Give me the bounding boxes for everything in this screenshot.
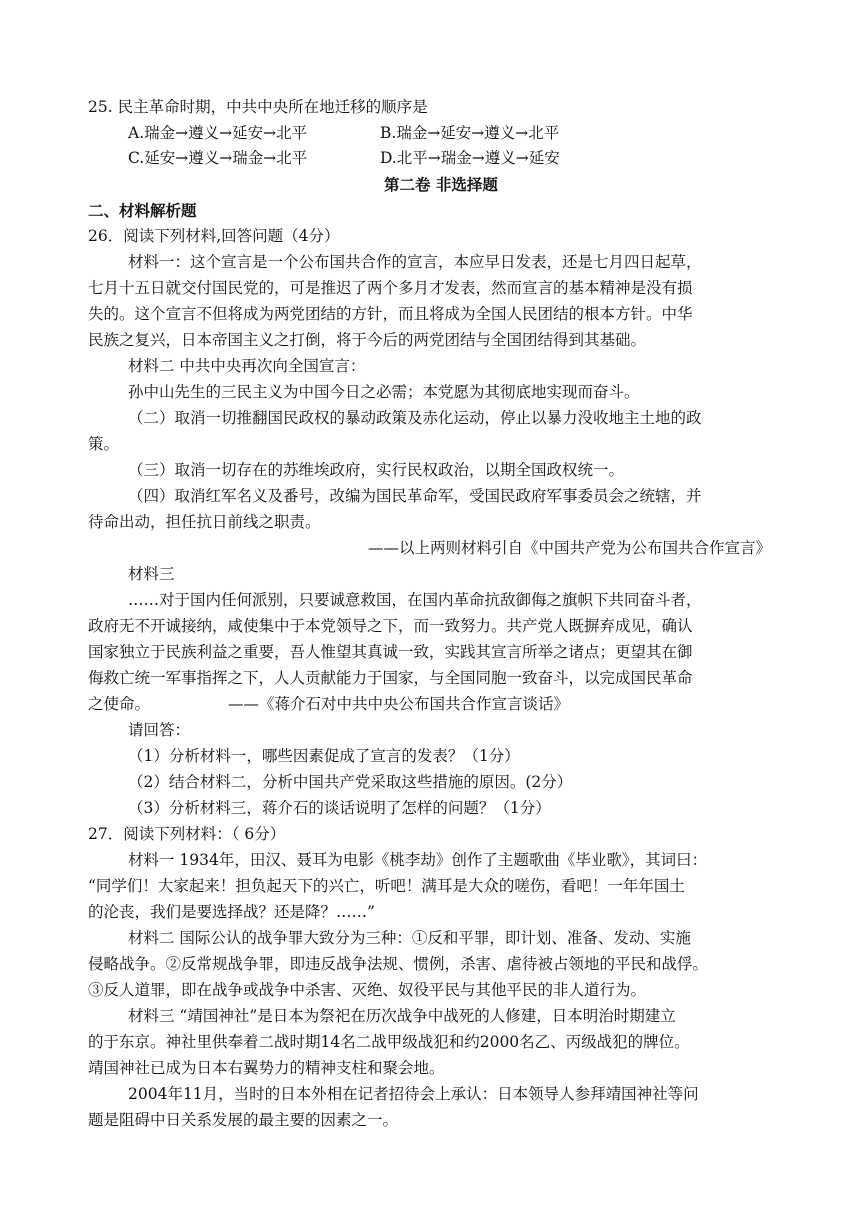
q27-material2-line: 材料二 国际公认的战争罪大致分为三种：①反和平罪，即计划、准备、发动、实施 — [128, 929, 691, 947]
q26-question-2: （2）结合材料二，分析中国共产党采取这些措施的原因。(2分） — [128, 773, 573, 791]
q26-material1-line: 七月十五日就交付国民党的，可是推迟了两个多月才发表，然而宣言的基本精神是没有损 — [88, 279, 693, 297]
q26-material3-line: ……对于国内任何派别，只要诚意救国，在国内革命抗敌御侮之旗帜下共同奋斗者， — [128, 591, 702, 609]
q25-option-a: A.瑞金→遵义→延安→北平 — [128, 124, 308, 142]
section-title: 第二卷 非选择题 — [384, 176, 498, 194]
q27-material2-line: 侵略战争。②反常规战争罪，即违反战争法规、惯例，杀害、虐待被占领地的平民和战俘。 — [88, 955, 709, 973]
q26-material1-line: 民族之复兴，日本帝国主义之打倒，将于今后的两党团结与全国团结得到其基础。 — [88, 331, 647, 349]
q27-material1-line: “同学们！大家起来！担负起天下的兴亡，听吧！满耳是大众的嗟伤，看吧！一年年国土 — [88, 877, 685, 895]
q27-material3-line: 靖国神社已成为日本右翼势力的精神支柱和聚会地。 — [88, 1059, 445, 1077]
q27-stem: 27．阅读下列材料：（ 6分） — [88, 825, 286, 843]
q26-material2-line: （三）取消一切存在的苏维埃政府，实行民权政治，以期全国政权统一。 — [128, 461, 625, 479]
q27-material1-line: 的沦丧，我们是要选择战？还是降？……” — [88, 903, 375, 921]
part-title: 二、材料解析题 — [88, 202, 197, 220]
q26-question-3: （3）分析材料三，蒋介石的谈话说明了怎样的问题？（1分） — [128, 799, 551, 817]
q26-ask: 请回答： — [128, 721, 191, 739]
q26-material3-line: 侮救亡统一军事指挥之下，人人贡献能力于国家，与全国同胞一致奋斗，以完成国民革命 — [88, 669, 693, 687]
q26-material2-title: 材料二 中共中央再次向全国宣言： — [128, 357, 366, 375]
q25-option-d: D.北平→瑞金→遵义→延安 — [380, 149, 560, 167]
q26-material2-line: 孙中山先生的三民主义为中国今日之必需；本党愿为其彻底地实现而奋斗。 — [128, 383, 640, 401]
q26-source-3: ——《蒋介石对中共中央公布国共合作宣言谈话》 — [228, 695, 570, 713]
q26-material2-line: 待命出动，担任抗日前线之职责。 — [88, 513, 321, 531]
q26-question-1: （1）分析材料一，哪些因素促成了宣言的发表？（1分） — [128, 747, 520, 765]
q26-material3-line: 国家独立于民族利益之重要，吾人惟望其真诚一致，实践其宣言所举之诸点；更望其在御 — [88, 643, 693, 661]
q27-material1-line: 材料一 1934年，田汉、聂耳为电影《桃李劫》创作了主题歌曲《毕业歌》，其词曰： — [128, 851, 708, 869]
q26-source-1-2: ——以上两则材料引自《中国共产党为公布国共合作宣言》 — [368, 539, 772, 557]
q27-material3-line: 材料三 “靖国神社”是日本为祭祀在历次战争中战死的人修建，日本明治时期建立 — [128, 1007, 676, 1025]
q27-material3-line: 的于东京。神社里供奉着二战时期14名二战甲级战犯和约2000名乙、丙级战犯的牌位。 — [88, 1033, 690, 1051]
q26-material1-line: 材料一：这个宣言是一个公布国共合作的宣言，本应早日发表，还是七月四日起草， — [128, 253, 702, 271]
q26-material3-title: 材料三 — [128, 565, 175, 583]
q25-option-c: C.延安→遵义→瑞金→北平 — [128, 149, 308, 167]
q25-option-b: B.瑞金→延安→遵义→北平 — [380, 124, 560, 142]
q26-material3-line: 之使命。 — [88, 695, 151, 713]
q26-material2-line: （四）取消红军名义及番号，改编为国民革命军，受国民政府军事委员会之统辖，并 — [128, 487, 702, 505]
q26-material3-line: 政府无不开诚接纳，咸使集中于本党领导之下，而一致努力。共产党人既摒弃成见，确认 — [88, 617, 693, 635]
q26-material1-line: 失的。这个宣言不但将成为两党团结的方针，而且将成为全国人民团结的根本方针。中华 — [88, 305, 693, 323]
q26-stem: 26．阅读下列材料,回答问题（4分） — [88, 227, 340, 245]
q26-material2-line: 策。 — [88, 435, 120, 453]
q27-material2-line: ③反人道罪，即在战争或战争中杀害、灭绝、奴役平民与其他平民的非人道行为。 — [88, 981, 647, 999]
q26-material2-line: （二）取消一切推翻国民政权的暴动政策及赤化运动，停止以暴力没收地主土地的政 — [128, 409, 702, 427]
q25-stem: 25. 民主革命时期，中共中央所在地迁移的顺序是 — [88, 98, 428, 116]
q27-material4-line: 2004年11月，当时的日本外相在记者招待会上承认：日本领导人参拜靖国神社等问 — [128, 1085, 699, 1103]
q27-material4-line: 题是阻碍中日关系发展的最主要的因素之一。 — [88, 1111, 399, 1129]
